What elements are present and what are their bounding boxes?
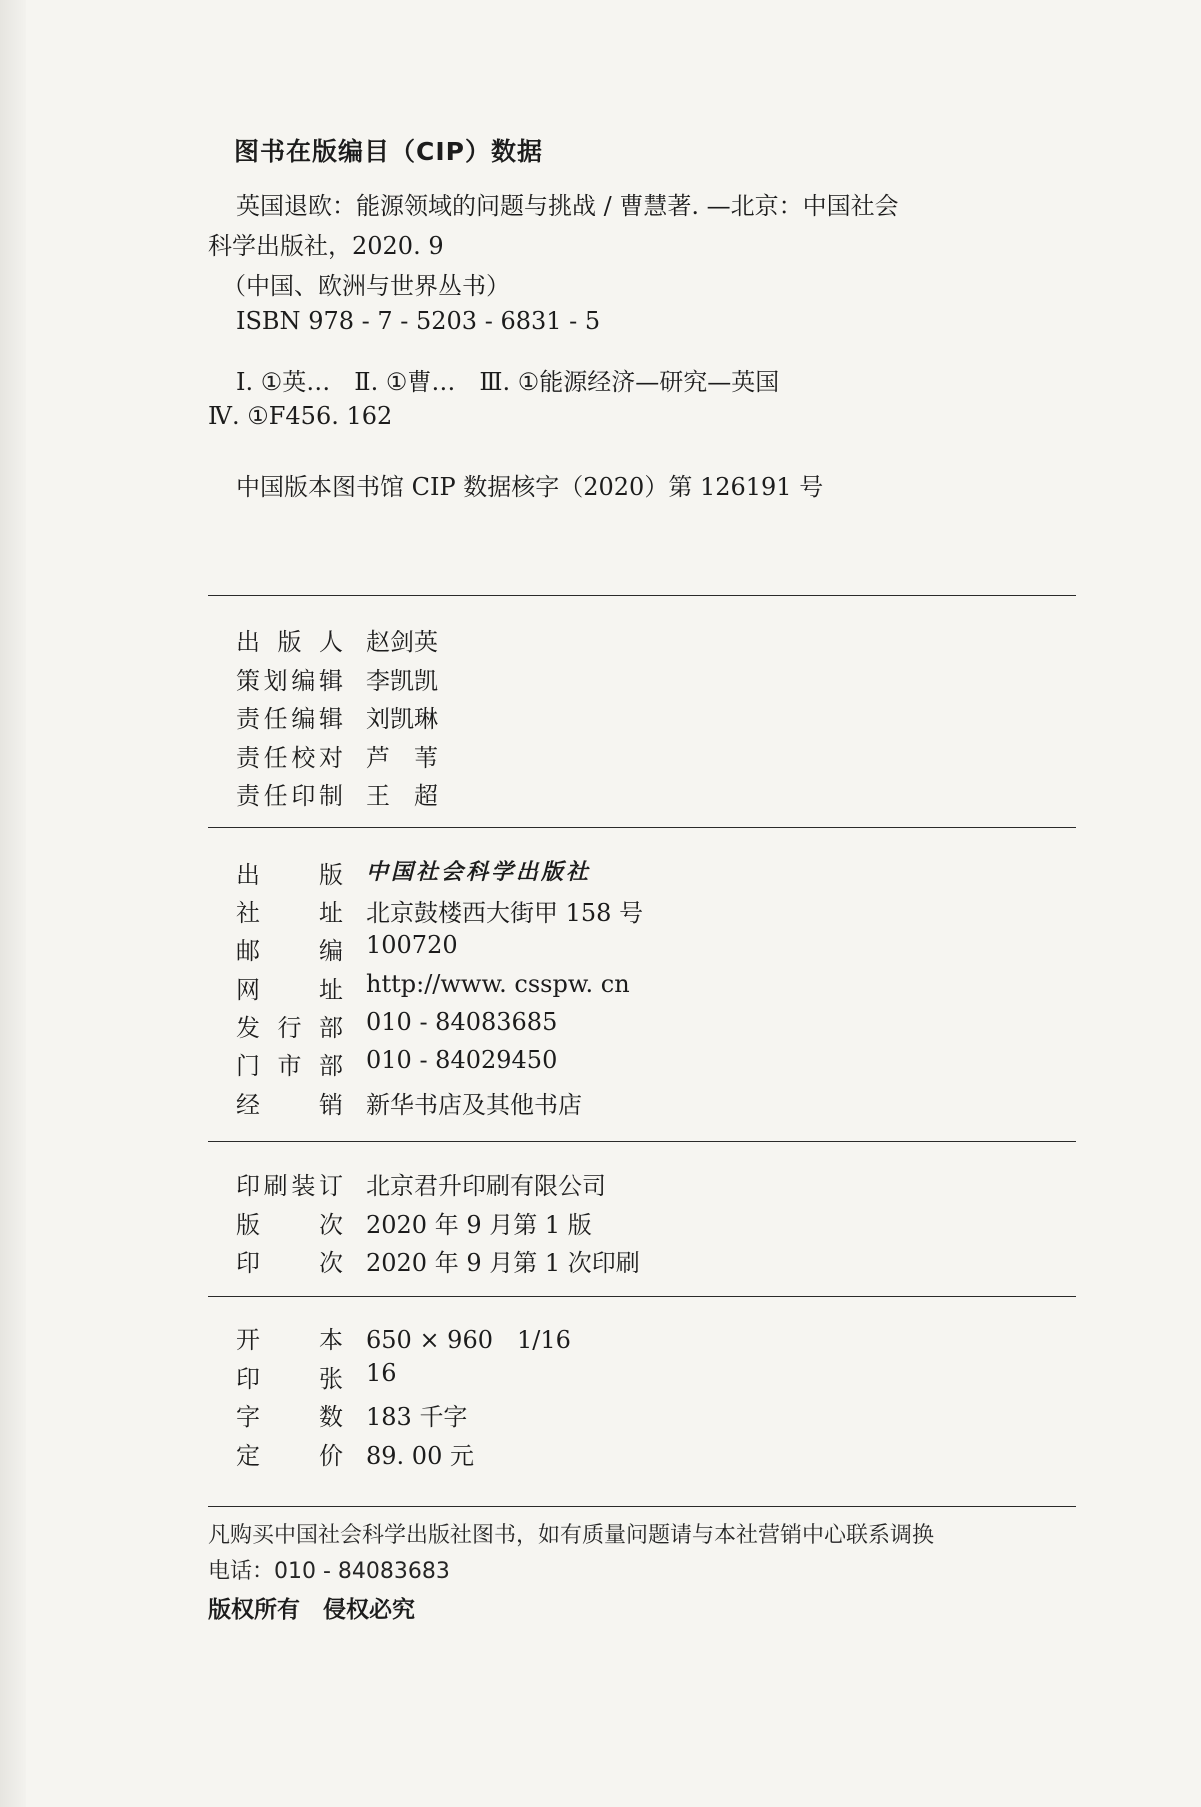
cip-isbn: ISBN 978 - 7 - 5203 - 6831 - 5 [236, 307, 601, 335]
row-label [236, 661, 343, 696]
cip-series: （中国、欧洲与世界丛书） [222, 272, 510, 300]
label-char: 网 [236, 975, 260, 1004]
label-char: 订 [318, 1172, 343, 1200]
row-value: 183 千字 [366, 1403, 468, 1431]
divider-3 [208, 1141, 1076, 1142]
info-row [236, 699, 438, 734]
label-char: 本 [319, 1326, 343, 1354]
row-value: 王 超 [366, 782, 438, 810]
label-char: 装 [291, 1172, 316, 1200]
row-label [236, 1008, 343, 1043]
label-char: 址 [319, 899, 343, 927]
label-char: 人 [319, 628, 343, 656]
label-char: 印 [236, 1249, 260, 1277]
row-label [236, 1320, 343, 1355]
label-char: 次 [319, 1249, 343, 1277]
info-row [236, 1358, 397, 1394]
label-char: 定 [236, 1441, 260, 1470]
label-char: 开 [236, 1326, 260, 1354]
label-char: 经 [236, 1090, 260, 1119]
row-label [236, 1085, 343, 1120]
label-char: 印 [236, 1172, 260, 1200]
row-label [236, 1397, 343, 1432]
info-row [236, 776, 438, 811]
label-char: 版 [319, 861, 343, 889]
info-row [236, 1320, 571, 1355]
label-char: 行 [277, 1013, 302, 1042]
row-value: 16 [366, 1358, 397, 1387]
row-label [236, 1359, 343, 1394]
label-char: 部 [319, 1052, 343, 1081]
info-row [236, 1046, 558, 1081]
row-value: 650 × 960 1/16 [366, 1326, 571, 1354]
row-label [236, 970, 343, 1005]
row-label [236, 893, 343, 928]
row-value: 100720 [366, 931, 458, 960]
label-char: 责 [236, 705, 260, 733]
cip-line-1: 英国退欧：能源领域的问题与挑战 / 曹慧著. —北京：中国社会 [236, 192, 899, 220]
label-char: 印 [236, 1364, 260, 1393]
row-label [236, 1243, 343, 1278]
label-char: 对 [318, 743, 343, 772]
label-char: 策 [236, 666, 260, 695]
row-value: 芦 苇 [366, 743, 438, 772]
cip-verification: 中国版本图书馆 CIP 数据核字（2020）第 126191 号 [236, 473, 824, 501]
label-char: 销 [319, 1090, 343, 1119]
label-char: 出 [236, 628, 260, 656]
row-value: 赵剑英 [366, 628, 438, 656]
label-char: 编 [291, 705, 316, 733]
row-value: 北京鼓楼西大街甲 158 号 [366, 899, 644, 927]
label-char: 次 [319, 1210, 343, 1239]
row-value: 2020 年 9 月第 1 次印刷 [366, 1249, 640, 1277]
publisher-row [236, 855, 592, 890]
info-row [236, 931, 458, 966]
label-char: 门 [236, 1052, 260, 1081]
row-value: 刘凯琳 [366, 705, 438, 733]
label-char: 部 [319, 1013, 343, 1042]
row-label [236, 738, 343, 773]
row-value: 2020 年 9 月第 1 版 [366, 1210, 592, 1239]
row-label [236, 699, 343, 734]
label-char: 任 [263, 705, 288, 733]
info-row [236, 1243, 640, 1278]
divider-1 [208, 595, 1076, 596]
info-row [236, 1397, 468, 1432]
info-row [236, 969, 630, 1005]
label-char: 数 [319, 1403, 343, 1431]
row-value: 李凯凯 [366, 666, 438, 695]
label-char: 市 [277, 1052, 302, 1081]
cip-title: 图书在版编目（CIP）数据 [234, 137, 543, 166]
row-value: 010 - 84029450 [366, 1046, 558, 1075]
label-char: 刷 [263, 1172, 288, 1200]
row-label [236, 1046, 343, 1081]
label-char: 责 [236, 743, 260, 772]
label-char: 制 [318, 782, 343, 810]
divider-2 [208, 827, 1076, 828]
label-char: 社 [236, 899, 260, 927]
cip-classification-2: Ⅳ. ①F456. 162 [208, 402, 393, 430]
label-char: 出 [236, 861, 260, 889]
label-char: 划 [263, 666, 288, 695]
copyright-rights: 版权所有 侵权必究 [208, 1597, 415, 1623]
row-label [236, 776, 343, 811]
label-char: 印 [291, 782, 316, 810]
info-row [236, 1085, 582, 1120]
info-row [236, 738, 438, 773]
row-value: http://www. csspw. cn [366, 969, 630, 998]
info-row [236, 1205, 592, 1240]
label-char: 任 [263, 782, 288, 810]
divider-4 [208, 1296, 1076, 1297]
label-char: 址 [319, 975, 343, 1004]
row-label [236, 622, 343, 657]
row-value: 89. 00 元 [366, 1441, 474, 1470]
row-label [236, 931, 343, 966]
info-row [236, 622, 438, 657]
row-value: 新华书店及其他书店 [366, 1090, 582, 1119]
row-value: 北京君升印刷有限公司 [366, 1172, 606, 1200]
row-label [236, 1205, 343, 1240]
info-row [236, 1007, 558, 1043]
label-char: 编 [291, 666, 316, 695]
label-char: 版 [277, 628, 302, 656]
cip-line-2: 科学出版社，2020. 9 [208, 232, 444, 260]
row-label [236, 1436, 343, 1471]
notice-phone: 电话：010 - 84083683 [208, 1559, 450, 1584]
label-char: 版 [236, 1210, 260, 1239]
info-row [236, 1166, 606, 1201]
publisher-label [236, 855, 343, 890]
label-char: 发 [236, 1013, 260, 1042]
label-char: 编 [319, 937, 343, 966]
label-char: 辑 [318, 705, 343, 733]
label-char: 校 [291, 743, 316, 772]
info-row [236, 1436, 474, 1471]
publisher-logo-text: 中国社会科学出版社 [366, 859, 592, 885]
label-char: 字 [236, 1403, 260, 1431]
label-char: 责 [236, 782, 260, 810]
row-label [236, 1166, 343, 1201]
cip-classification-1: Ⅰ. ①英… Ⅱ. ①曹… Ⅲ. ①能源经济—研究—英国 [236, 368, 780, 396]
label-char: 邮 [236, 937, 260, 966]
info-row [236, 893, 644, 928]
label-char: 任 [263, 743, 288, 772]
label-char: 辑 [318, 666, 343, 695]
label-char: 价 [319, 1441, 343, 1470]
divider-5 [208, 1506, 1076, 1507]
label-char: 张 [319, 1364, 343, 1393]
row-value: 010 - 84083685 [366, 1007, 558, 1036]
info-row [236, 661, 438, 696]
quality-notice: 凡购买中国社会科学出版社图书，如有质量问题请与本社营销中心联系调换 [208, 1523, 935, 1548]
